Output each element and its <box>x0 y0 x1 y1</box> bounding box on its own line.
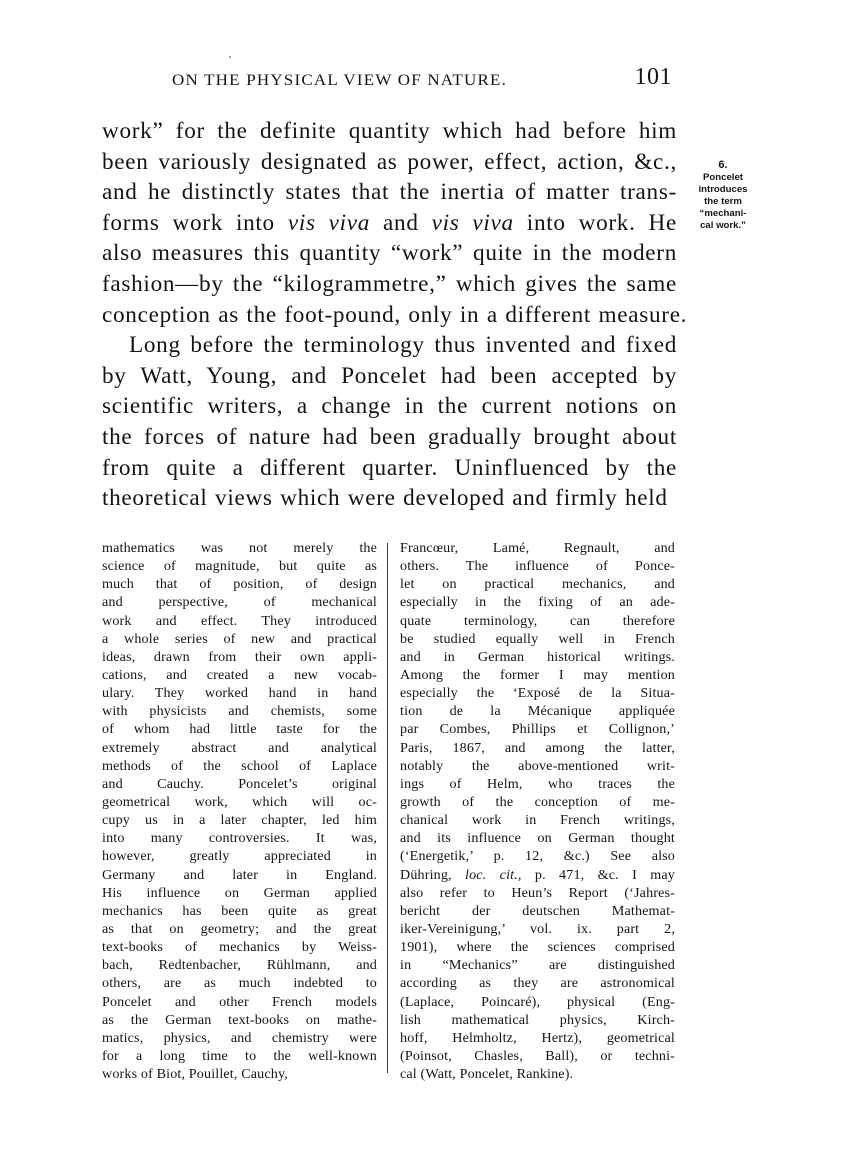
footnote-line: extremely abstract and analytical <box>102 739 377 756</box>
text-line: also measures this quantity “work” quite in the modern <box>102 240 677 267</box>
print-speck <box>229 56 231 58</box>
footnote-line: (‘Energetik,’ p. 12, &c.) See also <box>400 848 675 865</box>
footnote-line: work and effect. They introduced <box>102 612 377 629</box>
paragraph-2 <box>102 330 677 514</box>
footnote-line: iker-Vereinigung,’ vol. ix. part 2, <box>400 920 675 937</box>
footnote-line: however, greatly appreciated in <box>102 848 377 865</box>
text-line: from quite a different quarter. Uninfluenced by the <box>102 454 677 481</box>
footnote-line: hoff, Helmholtz, Hertz), geometrical <box>400 1029 675 1046</box>
footnote-line: bach, Redtenbacher, Rühlmann, and <box>102 957 377 974</box>
footnote-line: and perspective, of mechanical <box>102 594 377 611</box>
footnote-line: and Cauchy. Poncelet’s original <box>102 775 377 792</box>
footnote-line: bericht der deutschen Mathemat- <box>400 902 675 919</box>
footnote-line: and its influence on German thought <box>400 830 675 847</box>
footnote-line: be studied equally well in French <box>400 630 675 647</box>
footnote-line: His influence on German applied <box>102 884 377 901</box>
page-number: 101 <box>634 64 672 90</box>
footnote-line: mechanics has been quite as great <box>102 902 377 919</box>
text-line: the forces of nature had been gradually brought about <box>102 423 677 450</box>
footnote-line: with physicists and chemists, some <box>102 703 377 720</box>
footnote-line: (Poinsot, Chasles, Ball), or techni- <box>400 1047 675 1064</box>
footnote-left-column <box>102 539 377 1083</box>
footnote-line: ulary. They worked hand in hand <box>102 685 377 702</box>
footnote-line: cal (Watt, Poncelet, Rankine). <box>400 1066 574 1083</box>
footnote-line: tion de la Mécanique appliquée <box>400 703 675 720</box>
footnote-line: text-books of mechanics by Weiss- <box>102 939 377 956</box>
running-head <box>100 62 678 96</box>
marginal-note-line: “mechani- <box>699 208 747 219</box>
footnote-line: 1901), where the sciences comprised <box>400 939 675 956</box>
footnote-line: let on practical mechanics, and <box>400 576 675 593</box>
footnote-line: mathematics was not merely the <box>102 540 377 556</box>
footnote-line: Dühring, loc. cit., p. 471, &c. I may <box>400 866 675 883</box>
footnote-line: Francœur, Lamé, Regnault, and <box>400 540 675 556</box>
footnote-line: ideas, drawn from their own appli- <box>102 648 377 665</box>
text-line: by Watt, Young, and Poncelet had been accepted by <box>102 362 677 389</box>
footnote-line: and in German historical writings. <box>400 648 675 665</box>
footnote-line: cupy us in a later chapter, led him <box>102 812 377 829</box>
footnote-line: especially in the fixing of an ade- <box>400 594 675 611</box>
footnote-line: others, are as much indebted to <box>102 975 377 992</box>
footnote-line: into many controversies. It was, <box>102 830 377 847</box>
footnote-line: notably the above-mentioned writ- <box>400 757 675 774</box>
marginal-note-line: introduces <box>698 184 748 195</box>
text-line: scientific writers, a change in the current notions on <box>102 393 677 420</box>
text-line: work” for the definite quantity which had before him <box>102 118 677 144</box>
main-text <box>102 116 688 514</box>
footnote-line: (Laplace, Poincaré), physical (Eng- <box>400 993 675 1010</box>
text-line: Long before the terminology thus invented and fixed <box>129 332 677 359</box>
footnote-line: Paris, 1867, and among the latter, <box>400 739 675 756</box>
footnote-line: as that on geometry; and the great <box>102 920 377 937</box>
footnote-line: of whom had little taste for the <box>102 721 377 738</box>
marginal-note-line: cal work.” <box>700 220 746 231</box>
marginal-note-number: 6. <box>718 159 728 171</box>
footnote-line: works of Biot, Pouillet, Cauchy, <box>102 1066 288 1083</box>
footnote-line: cations, and created a new vocab- <box>102 666 377 683</box>
footnote-line: according as they are astronomical <box>400 975 675 992</box>
footnote-line: Among the former I may mention <box>400 666 675 683</box>
footnote-line: for a long time to the well-known <box>102 1047 377 1064</box>
text-line: been variously designated as power, effect, action, &c., <box>102 148 677 175</box>
footnote-right-column <box>400 539 675 1083</box>
footnote-line: ings of Helm, who traces the <box>400 775 675 792</box>
footnote-line: also refer to Heun’s Report (‘Jahres- <box>400 884 675 901</box>
text-line: conception as the foot-pound, only in a different measure. <box>102 301 688 328</box>
footnote-line: much that of position, of design <box>102 576 377 593</box>
text-line: theoretical views which were developed and firmly held <box>102 485 668 512</box>
footnotes <box>100 539 678 1083</box>
paragraph-1 <box>102 116 688 330</box>
footnote-line: in “Mechanics” are distinguished <box>400 957 675 974</box>
footnote-line: a whole series of new and practical <box>102 630 377 647</box>
footnote-line: lish mathematical physics, Kirch- <box>400 1011 675 1028</box>
footnote-line: quate terminology, can therefore <box>400 612 675 629</box>
marginal-note <box>683 159 763 232</box>
running-head-title: ON THE PHYSICAL VIEW OF NATURE. <box>172 70 508 89</box>
text-line: forms work into vis viva and vis viva into work. He <box>102 209 677 236</box>
footnote-line: methods of the school of Laplace <box>102 757 377 774</box>
footnote-line: others. The influence of Ponce- <box>400 558 675 575</box>
footnote-line: Poncelet and other French models <box>102 993 377 1010</box>
footnote-line: especially the ‘Exposé de la Situa- <box>400 685 675 702</box>
text-line: fashion—by the “kilogrammetre,” which gives the same <box>102 270 677 297</box>
footnote-line: science of magnitude, but quite as <box>102 558 377 575</box>
footnote-line: growth of the conception of me- <box>400 793 675 810</box>
footnote-line: geometrical work, which will oc- <box>102 793 377 810</box>
marginal-note-line: the term <box>704 196 742 207</box>
column-divider <box>387 543 388 1073</box>
footnote-line: Germany and later in England. <box>102 866 377 883</box>
footnote-line: matics, physics, and chemistry were <box>102 1029 377 1046</box>
text-line: and he distinctly states that the inertia of matter trans- <box>102 179 677 206</box>
footnote-line: as the German text-books on mathe- <box>102 1011 377 1028</box>
footnote-line: chanical work in French writings, <box>400 812 675 829</box>
marginal-note-line: Poncelet <box>703 172 743 183</box>
footnote-line: par Combes, Phillips et Collignon,’ <box>400 721 675 738</box>
